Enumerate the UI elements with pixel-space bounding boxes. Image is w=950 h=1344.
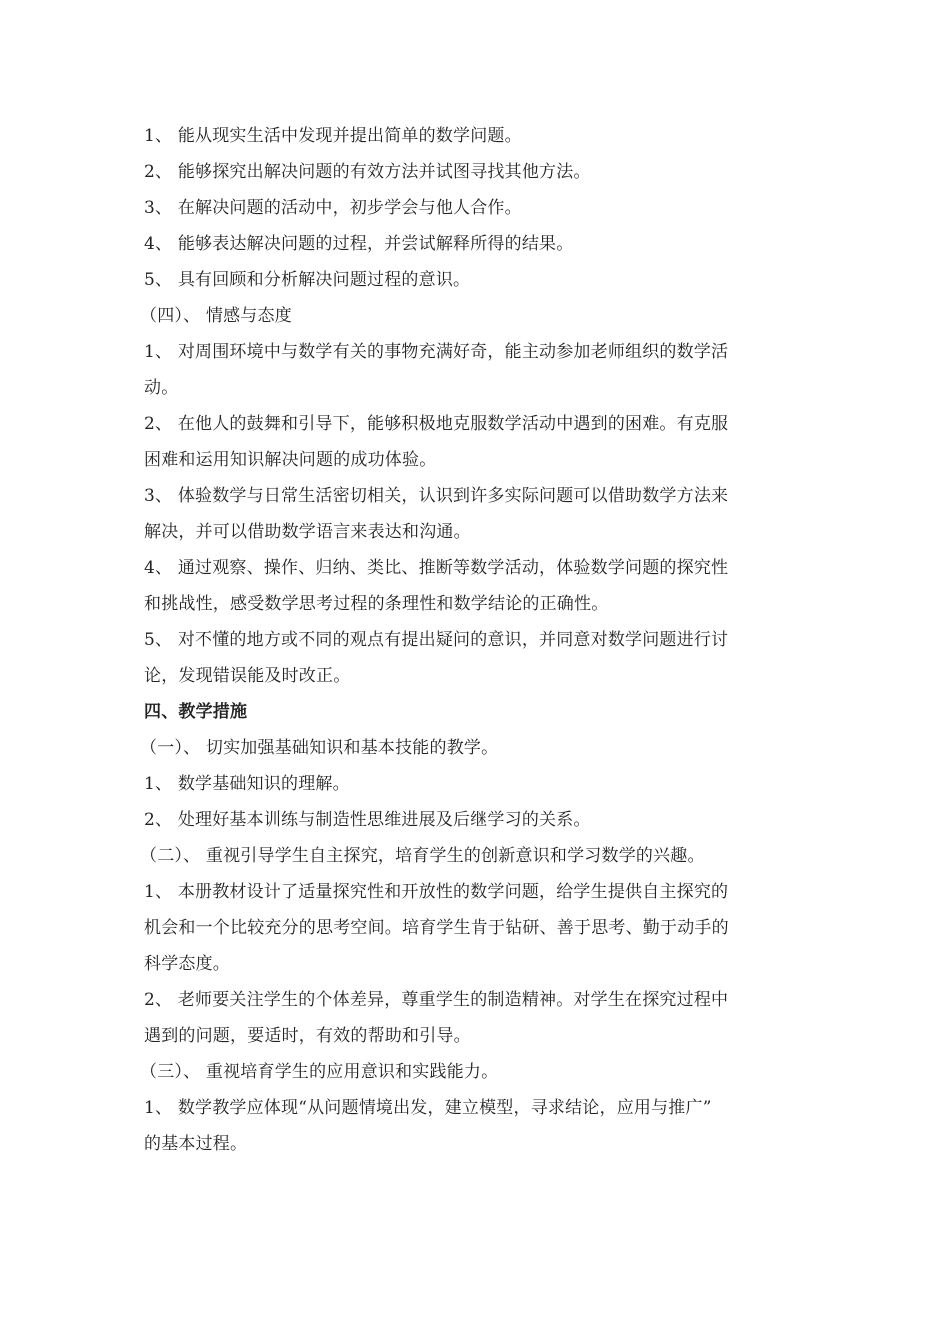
list-item-continuation: 科学态度。 xyxy=(144,954,230,974)
list-item-continuation: 遇到的问题，要适时，有效的帮助和引导。 xyxy=(144,1026,471,1046)
list-item-continuation: 动。 xyxy=(144,378,179,398)
list-item: 2、 能够探究出解决问题的有效方法并试图寻找其他方法。 xyxy=(144,162,591,182)
list-item: 4、 通过观察、操作、归纳、类比、推断等数学活动，体验数学问题的探究性 xyxy=(144,558,729,578)
list-item: 1、 本册教材设计了适量探究性和开放性的数学问题，给学生提供自主探究的 xyxy=(144,882,729,902)
list-item-continuation: 的基本过程。 xyxy=(144,1134,248,1154)
section-heading: 四、教学措施 xyxy=(144,702,248,722)
list-item: 3、 在解决问题的活动中，初步学会与他人合作。 xyxy=(144,198,522,218)
list-item: 5、 对不懂的地方或不同的观点有提出疑问的意识，并同意对数学问题进行讨 xyxy=(144,630,729,650)
subsection-heading: （四）、 情感与态度 xyxy=(140,306,292,326)
subsection-heading: （二）、 重视引导学生自主探究，培育学生的创新意识和学习数学的兴趣。 xyxy=(140,846,705,866)
list-item: 1、 数学基础知识的理解。 xyxy=(144,774,350,794)
list-item: 2、 老师要关注学生的个体差异，尊重学生的制造精神。对学生在探究过程中 xyxy=(144,990,729,1010)
list-item: 5、 具有回顾和分析解决问题过程的意识。 xyxy=(144,270,471,290)
document-page xyxy=(140,118,804,1162)
list-item-continuation: 机会和一个比较充分的思考空间。培育学生肯于钻研、善于思考、勤于动手的 xyxy=(144,918,729,938)
list-item: 2、 在他人的鼓舞和引导下，能够积极地克服数学活动中遇到的困难。有克服 xyxy=(144,414,729,434)
list-item-continuation: 解决，并可以借助数学语言来表达和沟通。 xyxy=(144,522,471,542)
subsection-heading: （一）、 切实加强基础知识和基本技能的教学。 xyxy=(140,738,499,758)
list-item: 1、 数学教学应体现“从问题情境出发，建立模型，寻求结论，应用与推广” xyxy=(144,1098,712,1118)
list-item: 3、 体验数学与日常生活密切相关，认识到许多实际问题可以借助数学方法来 xyxy=(144,486,729,506)
list-item: 2、 处理好基本训练与制造性思维进展及后继学习的关系。 xyxy=(144,810,591,830)
list-item-continuation: 困难和运用知识解决问题的成功体验。 xyxy=(144,450,437,470)
list-item: 4、 能够表达解决问题的过程，并尝试解释所得的结果。 xyxy=(144,234,574,254)
list-item: 1、 能从现实生活中发现并提出简单的数学问题。 xyxy=(144,126,522,146)
list-item-continuation: 论，发现错误能及时改正。 xyxy=(144,666,351,686)
subsection-heading: （三）、 重视培育学生的应用意识和实践能力。 xyxy=(140,1062,499,1082)
list-item-continuation: 和挑战性，感受数学思考过程的条理性和数学结论的正确性。 xyxy=(144,594,609,614)
list-item: 1、 对周围环境中与数学有关的事物充满好奇，能主动参加老师组织的数学活 xyxy=(144,342,729,362)
